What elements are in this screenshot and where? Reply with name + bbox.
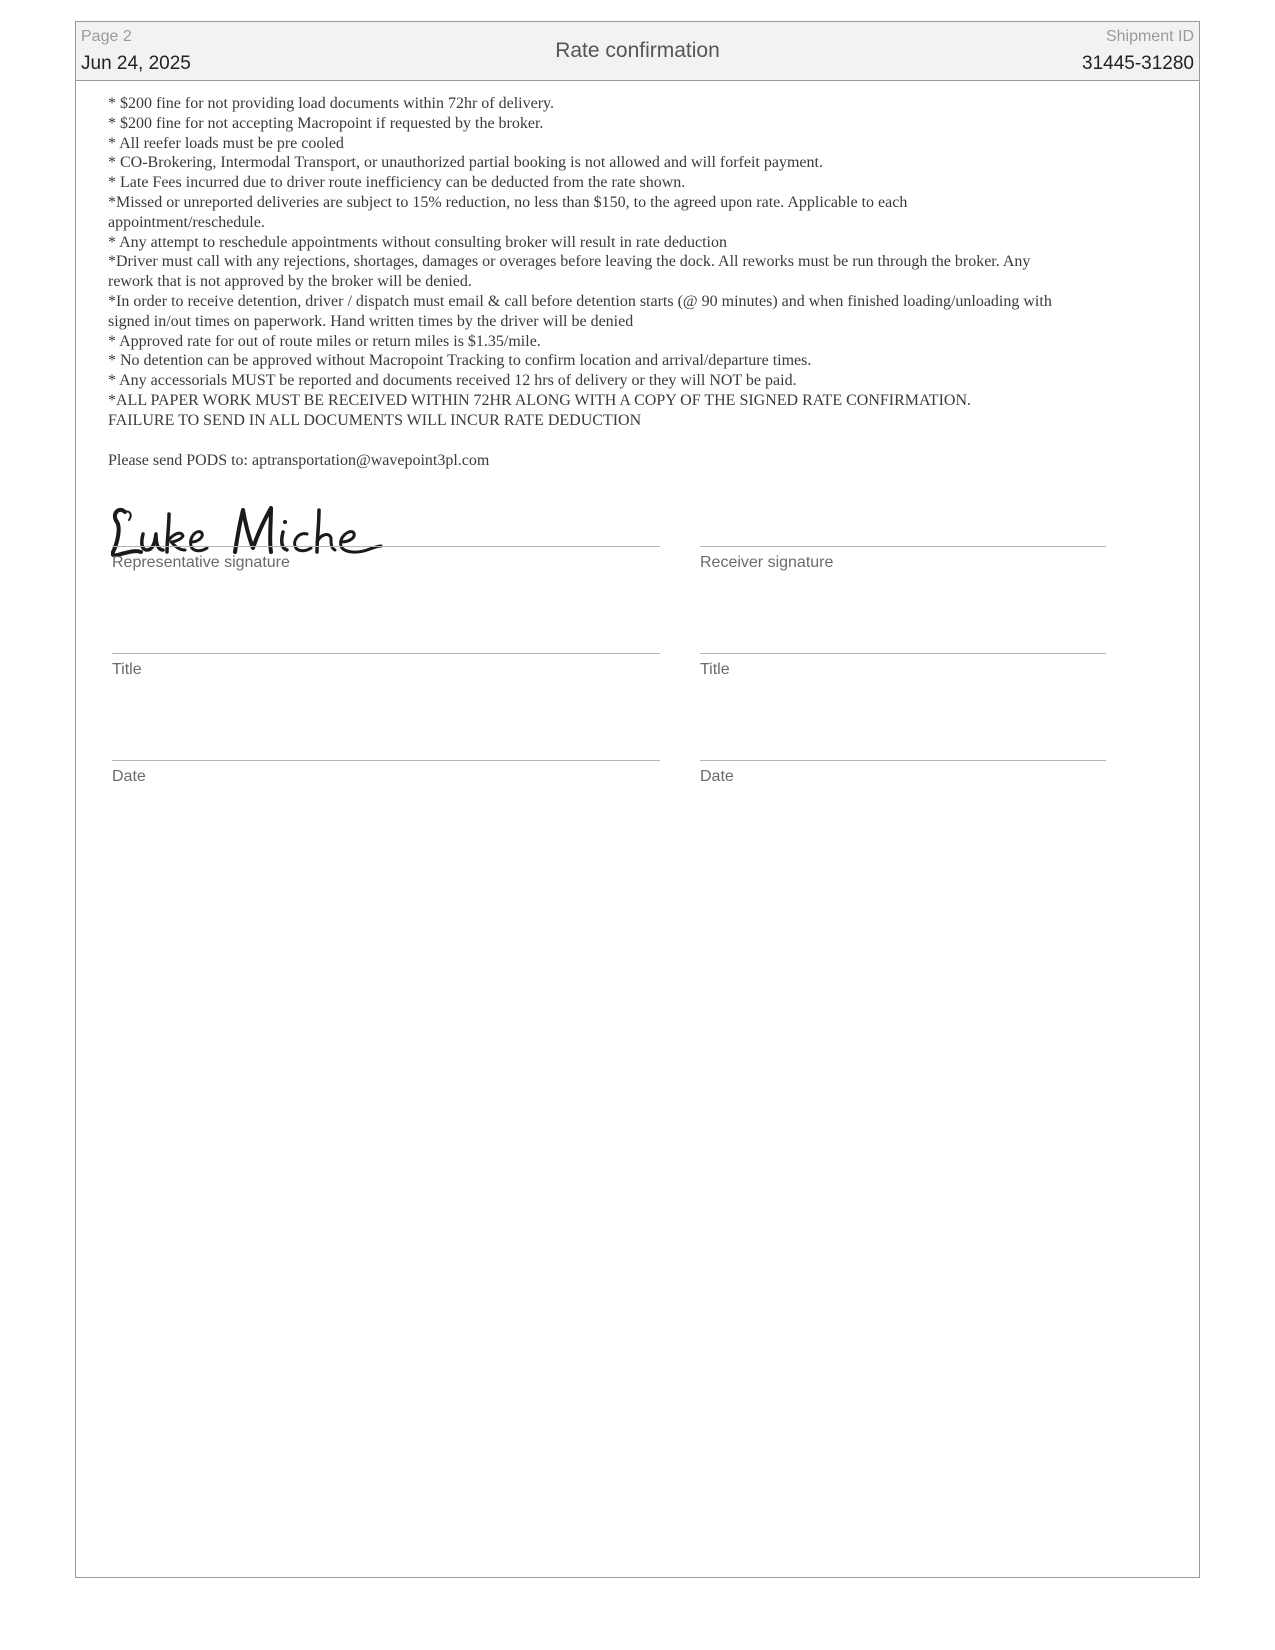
term-line: FAILURE TO SEND IN ALL DOCUMENTS WILL INCUR RATE DEDUCTION (108, 411, 642, 429)
representative-signature-line[interactable] (112, 546, 660, 547)
receiver-title-line[interactable] (700, 653, 1106, 654)
term-line: * $200 fine for not accepting Macropoint if requested by the broker. (108, 114, 544, 132)
representative-title-label: Title (112, 661, 142, 678)
term-line: signed in/out times on paperwork. Hand written times by the driver will be denied (108, 312, 634, 330)
representative-date-line[interactable] (112, 760, 660, 761)
receiver-date-line[interactable] (700, 760, 1106, 761)
representative-signature-label: Representative signature (112, 554, 290, 571)
term-line: appointment/reschedule. (108, 213, 265, 231)
term-line: * Approved rate for out of route miles or return miles is $1.35/mile. (108, 332, 541, 350)
document-date: Jun 24, 2025 (81, 53, 191, 74)
receiver-signature-line[interactable] (700, 546, 1106, 547)
term-line: rework that is not approved by the broker will be denied. (108, 273, 472, 291)
term-line: *Driver must call with any rejections, shortages, damages or overages before leaving the dock. All reworks must be run through the broker. Any (108, 253, 1031, 271)
page-frame (75, 21, 1200, 1578)
term-line: * All reefer loads must be pre cooled (108, 134, 344, 152)
pods-instruction: Please send PODS to: aptransportation@wavepoint3pl.com (108, 452, 490, 469)
document-title: Rate confirmation (555, 39, 720, 62)
term-line: *ALL PAPER WORK MUST BE RECEIVED WITHIN 72HR ALONG WITH A COPY OF THE SIGNED RATE CONFIRMATION. (108, 391, 971, 409)
term-line: * Any attempt to reschedule appointments without consulting broker will result in rate deduction (108, 233, 727, 251)
receiver-date-label: Date (700, 768, 734, 785)
page-header (76, 22, 1199, 81)
shipment-id-label: Shipment ID (1105, 28, 1194, 45)
term-line: *Missed or unreported deliveries are subject to 15% reduction, no less than $150, to the agreed upon rate. Applicable to each (108, 193, 908, 211)
term-line: * No detention can be approved without Macropoint Tracking to confirm location and arrival/departure times. (108, 352, 812, 370)
representative-title-line[interactable] (112, 653, 660, 654)
term-line: * CO-Brokering, Intermodal Transport, or unauthorized partial booking is not allowed and will forfeit payment. (108, 154, 823, 172)
receiver-title-label: Title (700, 661, 730, 678)
terms-list (108, 94, 1168, 431)
representative-date-label: Date (112, 768, 146, 785)
term-line: *In order to receive detention, driver / dispatch must email & call before detention starts (@ 90 minutes) and when finished loading/unloading with (108, 292, 1052, 310)
term-line: * $200 fine for not providing load documents within 72hr of delivery. (108, 95, 554, 112)
shipment-id-value: 31445-31280 (1082, 53, 1194, 74)
page-number: Page 2 (81, 28, 132, 45)
receiver-signature-label: Receiver signature (700, 554, 834, 571)
term-line: * Any accessorials MUST be reported and documents received 12 hrs of delivery or they will NOT be paid. (108, 372, 797, 390)
term-line: * Late Fees incurred due to driver route inefficiency can be deducted from the rate shown. (108, 174, 686, 192)
